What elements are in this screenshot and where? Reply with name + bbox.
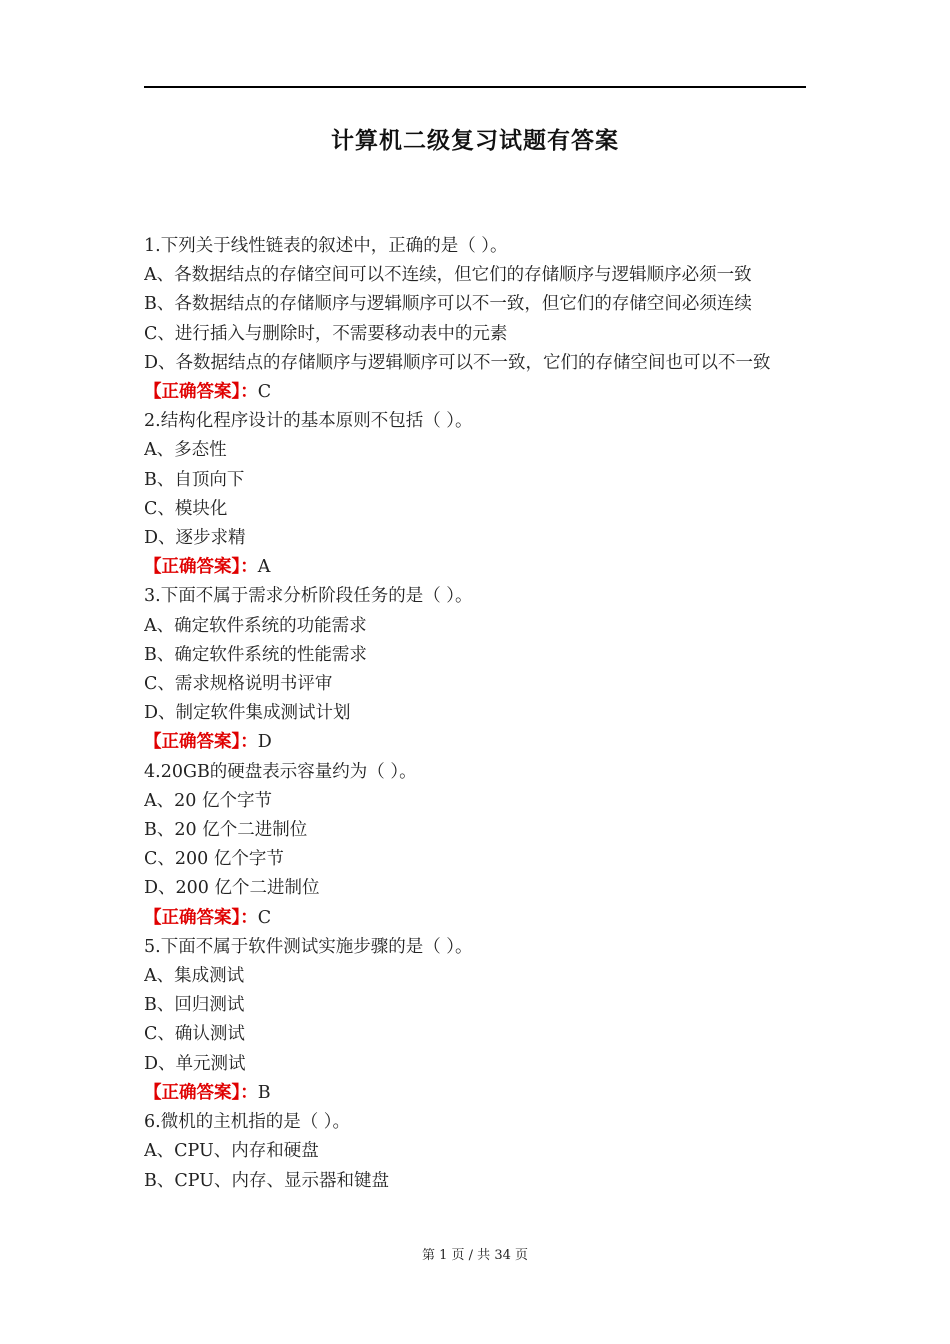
question-option: B、CPU、内存、显示器和键盘 [144,1170,389,1191]
question-stem: 4.20GB的硬盘表示容量约为（ ）。 [144,761,417,782]
question-stem: 2.结构化程序设计的基本原则不包括（ ）。 [144,411,473,432]
question-option: D、各数据结点的存储顺序与逻辑顺序可以不一致，它们的存储空间也可以不一致 [144,352,771,373]
question-block [144,582,808,757]
answer-label: 【正确答案】： [144,382,258,403]
question-option: D、单元测试 [144,1053,246,1074]
question-stem: 5.下面不属于软件测试实施步骤的是（ ）。 [144,936,473,957]
answer-line [144,728,808,757]
header-rule [144,86,806,88]
answer-label: 【正确答案】： [144,732,258,753]
question-option: B、确定软件系统的性能需求 [144,644,367,665]
question-block [144,407,808,582]
document-title: 计算机二级复习试题有答案 [331,128,619,154]
question-option: A、20 亿个字节 [144,790,272,811]
answer-value: B [257,1082,271,1103]
answer-value: C [257,382,272,403]
question-option: A、集成测试 [144,966,245,987]
answer-value: D [257,732,272,753]
question-stem: 3.下面不属于需求分析阶段任务的是（ ）。 [144,586,473,607]
question-option: C、确认测试 [144,1024,245,1045]
question-option: B、20 亿个二进制位 [144,820,308,841]
question-option: D、200 亿个二进制位 [144,878,320,899]
answer-label: 【正确答案】： [144,557,258,578]
question-stem: 6.微机的主机指的是（ ）。 [144,1112,351,1133]
question-option: C、需求规格说明书评审 [144,674,333,695]
answer-label: 【正确答案】： [144,1082,258,1103]
answer-line [144,553,808,582]
question-block [144,933,808,1108]
question-option: D、逐步求精 [144,528,246,549]
answer-value: A [257,557,271,578]
page-footer: 第 1 页 / 共 34 页 [422,1248,528,1263]
question-list [144,232,808,1196]
question-option: B、各数据结点的存储顺序与逻辑顺序可以不一致，但它们的存储空间必须连续 [144,294,752,315]
question-option: D、制定软件集成测试计划 [144,703,351,724]
question-option: B、回归测试 [144,995,245,1016]
question-option: A、各数据结点的存储空间可以不连续，但它们的存储顺序与逻辑顺序必须一致 [144,265,752,286]
question-block [144,758,808,933]
question-option: C、模块化 [144,498,228,519]
question-option: A、确定软件系统的功能需求 [144,615,367,636]
answer-label: 【正确答案】： [144,907,258,928]
answer-line [144,904,808,933]
question-block [144,232,808,407]
question-option: B、自顶向下 [144,469,245,490]
answer-line [144,1079,808,1108]
question-option: A、多态性 [144,440,227,461]
answer-line [144,378,808,407]
question-option: C、200 亿个字节 [144,849,284,870]
question-option: C、进行插入与删除时，不需要移动表中的元素 [144,323,508,344]
answer-value: C [257,907,272,928]
question-stem: 1.下列关于线性链表的叙述中，正确的是（ ）。 [144,236,508,256]
question-block [144,1108,808,1196]
question-option: A、CPU、内存和硬盘 [144,1141,319,1162]
